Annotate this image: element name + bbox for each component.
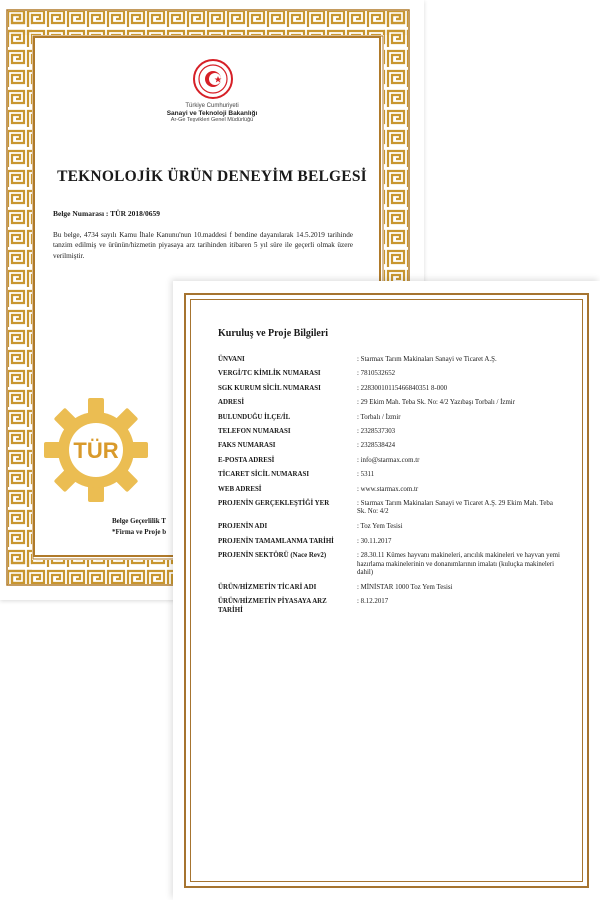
certificate-title: TEKNOLOJİK ÜRÜN DENEYİM BELGESİ (57, 168, 367, 185)
info-value: : 5311 (357, 471, 375, 479)
info-value: : Starmax Tarım Makinaları Sanayi ve Ticaret A.Ş. (357, 356, 497, 363)
gear-logo-text: TÜR (73, 438, 119, 463)
info-row (218, 486, 563, 496)
validity-line-2: *Firma ve Proje b (112, 527, 167, 536)
info-label: TİCARET SİCİL NUMARASI (218, 471, 310, 479)
ministry-line-3: Ar-Ge Teşvikleri Genel Müdürlüğü (170, 117, 254, 124)
info-value: : info@starmax.com.tr (357, 456, 420, 464)
info-row (218, 598, 563, 615)
info-row (218, 356, 563, 366)
info-value: : 30.11.2017 (357, 537, 392, 545)
validity-line-1: Belge Geçerlilik T (112, 517, 166, 525)
ministry-line-1: Türkiye Cumhuriyeti (185, 103, 239, 109)
info-row (218, 414, 563, 424)
info-label: PROJENİN ADI (218, 523, 268, 531)
info-row (218, 538, 563, 548)
info-label: SGK KURUM SİCİL NUMARASI (218, 384, 321, 392)
ministry-emblem-icon (192, 58, 234, 100)
ministry-name-block (120, 103, 304, 124)
info-value: : Torbalı / İzmir (357, 413, 401, 421)
info-row (218, 523, 563, 533)
info-value: : Toz Yem Tesisi (357, 523, 403, 531)
info-label: ADRESİ (218, 399, 245, 407)
info-row (218, 500, 563, 517)
info-value: : 2328538424 (357, 442, 396, 450)
info-label: E-POSTA ADRESİ (218, 456, 275, 464)
info-row (218, 428, 563, 438)
info-label: ÜRÜN/HİZMETİN PİYASAYA ARZ TARİHİ (218, 598, 327, 614)
info-label: PROJENİN GERÇEKLEŞTİĞİ YER (218, 499, 330, 507)
info-value: : MİNİSTAR 1000 Toz Yem Tesisi (357, 584, 453, 592)
certificate-number: Belge Numarası : TÜR 2018/0659 (53, 209, 160, 218)
certificate-detail-page (173, 281, 600, 900)
info-row (218, 442, 563, 452)
company-info-table (218, 356, 563, 619)
tur-gear-logo-icon (40, 394, 152, 506)
info-row (218, 385, 563, 395)
info-row (218, 370, 563, 380)
validity-note (112, 516, 166, 537)
info-value: : 29 Ekim Mah. Teba Sk. No: 4/2 Yazıbaşı Torbalı / İzmir (357, 399, 516, 407)
info-row (218, 584, 563, 594)
info-label: FAKS NUMARASI (218, 442, 276, 450)
info-value: : 22830010115466840351 8-000 (357, 384, 448, 392)
info-row (218, 457, 563, 467)
info-value: : www.starmax.com.tr (357, 485, 419, 493)
info-label: PROJENİN TAMAMLANMA TARİHİ (218, 537, 334, 545)
info-label: ÜNVANI (218, 356, 245, 363)
info-value: : 2328537303 (357, 427, 396, 435)
ministry-line-2: Sanayi ve Teknoloji Bakanlığı (166, 109, 258, 117)
section-title: Kuruluş ve Proje Bilgileri (218, 328, 329, 339)
ministry-logo (183, 58, 243, 105)
info-label: ÜRÜN/HİZMETİN TİCARİ ADI (218, 584, 317, 592)
info-value: : 28.30.11 Kümes hayvanı makineleri, arıcılık makineleri ve hayvan yemi hazırlama makinelerinin ve donanımlarının imalatı (kuluçka makineleri dahil) (357, 552, 560, 576)
info-value: : 7810532652 (357, 370, 396, 378)
info-row (218, 399, 563, 409)
info-label: BULUNDUĞU İLÇE/İL (218, 413, 291, 421)
info-row (218, 552, 563, 577)
info-row (218, 471, 563, 481)
info-value: : 8.12.2017 (357, 598, 389, 606)
info-label: WEB ADRESİ (218, 485, 262, 493)
info-label: TELEFON NUMARASI (218, 427, 291, 435)
info-label: PROJENİN SEKTÖRÜ (Nace Rev2) (218, 552, 327, 560)
info-label: VERGİ/TC KİMLİK NUMARASI (218, 370, 321, 378)
info-value: : Starmax Tarım Makinaları Sanayi ve Ticaret A.Ş. 29 Ekim Mah. Teba Sk. No: 4/2 (357, 499, 553, 516)
certificate-body-text: Bu belge, 4734 sayılı Kamu İhale Kanunu'nun 10.maddesi f bendine dayanılarak 14.5.2019 tarihinde tanzim edilmiş ve ürünün/hizmetin piyasaya arz tarihinden itibaren 5 yıl süre ile geçerli olmak üzere verilmiştir. (53, 231, 353, 260)
